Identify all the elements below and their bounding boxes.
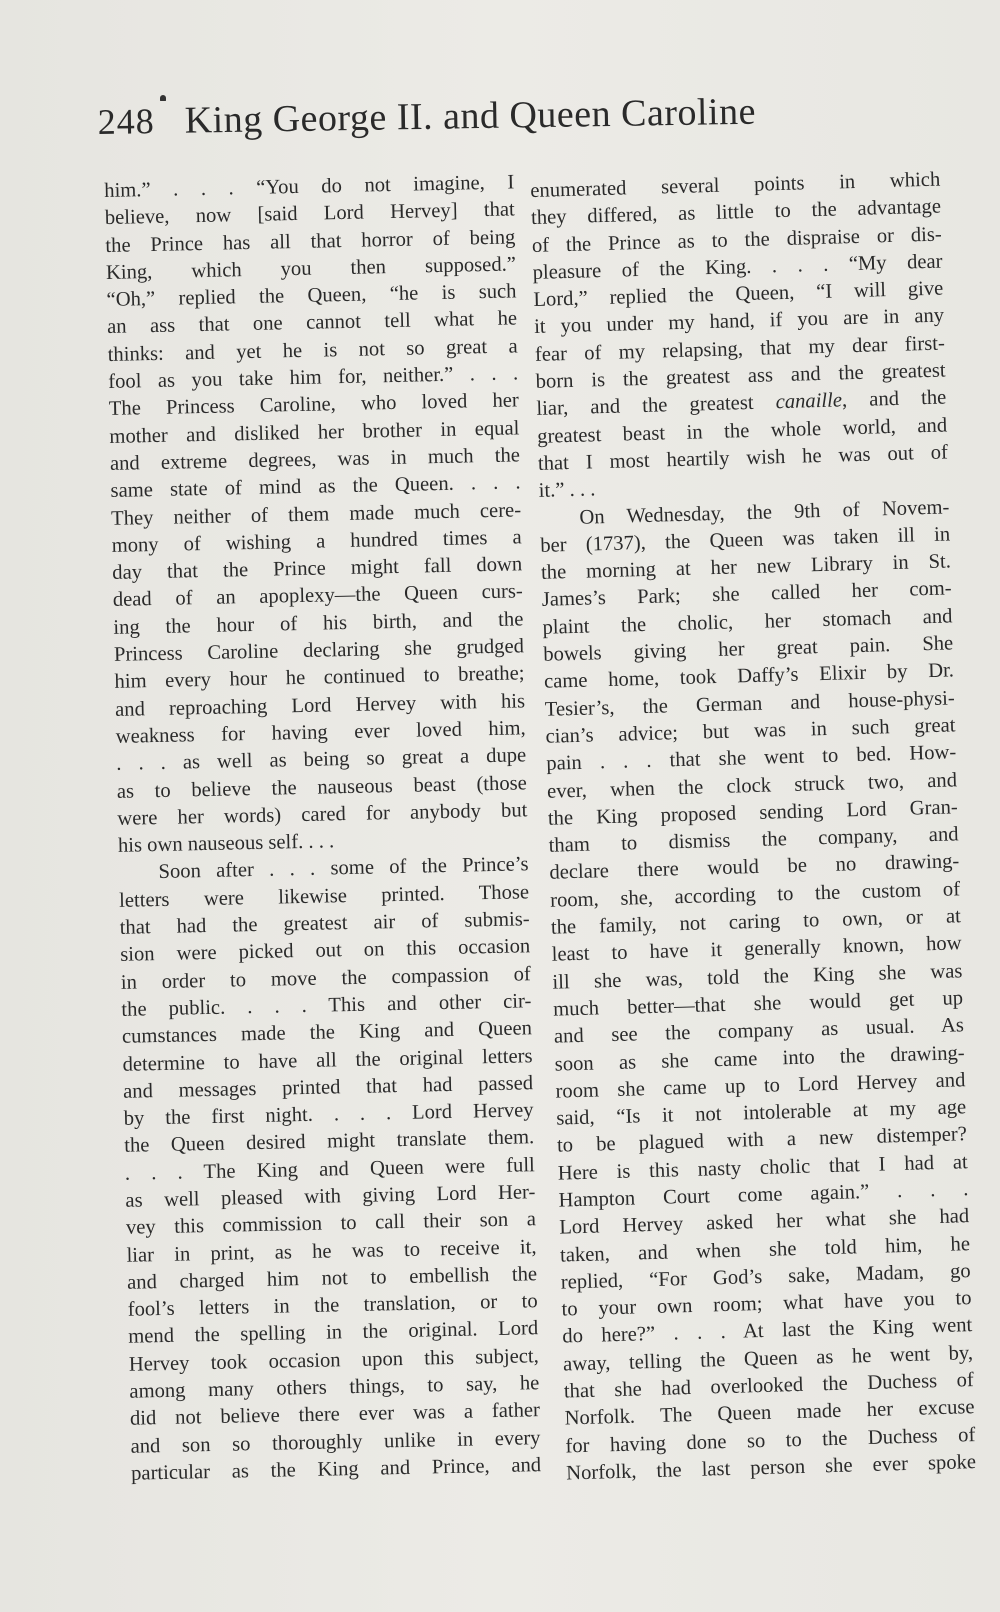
text-line: an ass that one cannot tell what he — [106, 307, 518, 339]
text-line: him every hour he continued to breathe; — [114, 662, 525, 694]
text-line: enumerated several points in which — [530, 168, 941, 202]
text-line: cian’s advice; but was in such great — [545, 714, 956, 748]
text-line: that I most heartily wish he was out of — [537, 441, 949, 475]
text-line: letters were likewise printed. Those — [118, 880, 530, 912]
text-line: mony of wishing a hundred times a — [111, 526, 522, 557]
text-line: said, “Is it not intolerable at my age — [555, 1096, 967, 1130]
text-line: believe, now [said Lord Hervey] that — [104, 198, 515, 230]
text-line: tham to dismiss the company, and — [548, 823, 959, 857]
text-line: the King proposed sending Lord Gran- — [547, 796, 959, 830]
text-line: the public. . . . This and other cir- — [121, 990, 532, 1021]
page-header — [97, 88, 878, 144]
text-line: do here?” . . . At last the King went — [562, 1314, 973, 1349]
text-line: Here is this nasty cholic that I had at — [557, 1150, 968, 1185]
text-line: and messages printed that had passed — [122, 1072, 534, 1103]
text-line: mother and disliked her brother in equal — [109, 417, 520, 448]
text-line: . . . as well as being so great a dupe — [116, 744, 527, 776]
text-line: On Wednesday, the 9th of Novem- — [579, 495, 950, 529]
text-line: much better—that she would get up — [552, 987, 964, 1021]
text-line: James’s Park; she called her com- — [541, 577, 952, 612]
text-line: that had the greatest air of submis- — [119, 908, 530, 939]
text-line: declare there would be no drawing- — [549, 850, 960, 885]
text-line: him.” . . . “You do not imagine, I — [104, 171, 515, 202]
text-line: and extreme degrees, was in much the — [109, 444, 521, 475]
text-line: “Oh,” replied the Queen, “he is such — [106, 280, 517, 312]
text-line: Tesier’s, the German and house-physi- — [544, 686, 955, 721]
text-line: pleasure of the King. . . . “My dear — [532, 250, 943, 284]
text-line: They neither of them made much cere- — [110, 498, 522, 530]
text-line: as to believe the nauseous beast (those — [116, 771, 527, 803]
running-title: King George II. and Queen Caroline — [184, 90, 757, 142]
text-line: replied, “For God’s sake, Madam, go — [560, 1260, 971, 1294]
text-line: ber (1737), the Queen was taken ill in — [539, 523, 951, 557]
text-line: weakness for having ever loved him, — [115, 717, 526, 748]
text-line: ill she was, told the King she was — [552, 959, 963, 994]
text-line: King, which you then supposed.” — [105, 253, 517, 284]
left-text-column — [104, 169, 541, 1488]
text-line: ing the hour of his birth, and the — [113, 608, 524, 639]
text-line: Lord,” replied the Queen, “I will give — [533, 277, 944, 312]
text-line: the Queen desired might translate them. — [124, 1126, 535, 1158]
text-line: it.” . . . — [538, 478, 596, 503]
text-line: fool’s letters in the translation, or to — [127, 1290, 538, 1321]
text-line: and charged him not to embellish the — [126, 1263, 538, 1294]
text-line: to be plagued with a new distemper? — [556, 1123, 968, 1158]
text-line: determine to have all the original letters — [122, 1044, 533, 1076]
text-line: ever, when the clock struck two, and — [546, 768, 958, 803]
text-line: Lord Hervey asked her what she had — [559, 1205, 970, 1239]
text-line: for having done so to the Duchess of — [565, 1423, 976, 1458]
text-line: greatest beast in the whole world, and — [536, 414, 948, 448]
text-line: Norfolk. The Queen made her excuse — [564, 1396, 975, 1430]
text-line: Hervey took occasion upon this subject, — [128, 1344, 539, 1376]
text-line: particular as the King and Prince, and — [130, 1454, 542, 1485]
text-line: came home, took Daffy’s Elixir by Dr. — [543, 659, 955, 694]
text-line: plaint the cholic, her stomach and — [542, 605, 953, 639]
text-line: vey this commission to call their son a — [125, 1208, 537, 1240]
text-line: room she came up to Lord Hervey and — [555, 1068, 966, 1103]
text-line: mend the spelling in the original. Lord — [128, 1317, 539, 1349]
text-line: and see the company as usual. As — [553, 1014, 965, 1048]
text-line: thinks: and yet he is not so great a — [107, 335, 518, 366]
text-line: bowels giving her great pain. She — [543, 632, 954, 666]
text-line: taken, and when she told him, he — [559, 1232, 971, 1267]
text-line: away, telling the Queen as he went by, — [562, 1341, 974, 1376]
text-line: cumstances made the King and Queen — [121, 1017, 533, 1049]
text-line: the Prince has all that horror of being — [105, 225, 516, 257]
page-number: 248 — [97, 101, 155, 143]
text-line: liar in print, as he was to receive it, — [126, 1235, 537, 1267]
text-line: in order to move the compassion of — [120, 962, 531, 994]
text-line: the morning at her new Library in St. — [540, 550, 952, 584]
text-line: it you under my hand, if you are in any — [533, 304, 945, 339]
text-line: Hampton Court come again.” . . . — [558, 1178, 969, 1212]
text-line: Princess Caroline declaring she grudged — [113, 635, 525, 666]
text-line: same state of mind as the Queen. . . . — [110, 471, 521, 503]
text-line: the family, not caring to own, or at — [550, 905, 962, 939]
text-line: sion were picked out on this occasion — [120, 935, 531, 967]
text-line: least to have it generally known, how — [551, 932, 962, 967]
text-line: of the Prince as to the dispraise or dis- — [531, 223, 943, 257]
text-line: they differed, as little to the advantage — [530, 195, 942, 230]
text-line: to your own room; what have you to — [561, 1287, 972, 1321]
text-line: did not believe there ever was a father — [129, 1399, 541, 1431]
text-line: that she had overlooked the Duchess of — [563, 1369, 975, 1403]
right-text-column — [530, 167, 976, 1488]
text-line: soon as she came into the drawing- — [554, 1041, 965, 1076]
text-line: were her words) cared for anybody but — [117, 799, 528, 830]
text-line: Soon after . . . some of the Prince’s — [158, 853, 529, 884]
text-line: liar, and the greatest canaille, and the — [536, 386, 947, 421]
text-line: The Princess Caroline, who loved her — [108, 389, 519, 421]
text-line: and reproaching Lord Hervey with his — [114, 689, 526, 721]
text-line: room, she, according to the custom of — [549, 877, 961, 912]
text-line: day that the Prince might fall down — [112, 553, 523, 585]
text-line: among many others things, to say, he — [129, 1372, 540, 1403]
text-line: fear of my relapsing, that my dear first- — [534, 332, 946, 366]
text-line: as well pleased with giving Lord Her- — [125, 1181, 536, 1212]
text-line: and son so thoroughly unlike in every — [130, 1426, 541, 1458]
text-line: fool as you take him for, neither.” . . . — [108, 362, 519, 394]
text-line: pain . . . that she went to bed. How- — [546, 741, 957, 776]
text-line: born is the greatest ass and the greatest — [535, 359, 946, 393]
text-line: Norfolk, the last person she ever spoke — [565, 1451, 977, 1485]
text-line: dead of an apoplexy—the Queen curs- — [112, 580, 523, 612]
text-line: his own nauseous self. . . . — [117, 830, 335, 857]
text-line: . . . The King and Queen were full — [124, 1153, 535, 1185]
text-line: by the first night. . . . Lord Hervey — [123, 1099, 534, 1130]
